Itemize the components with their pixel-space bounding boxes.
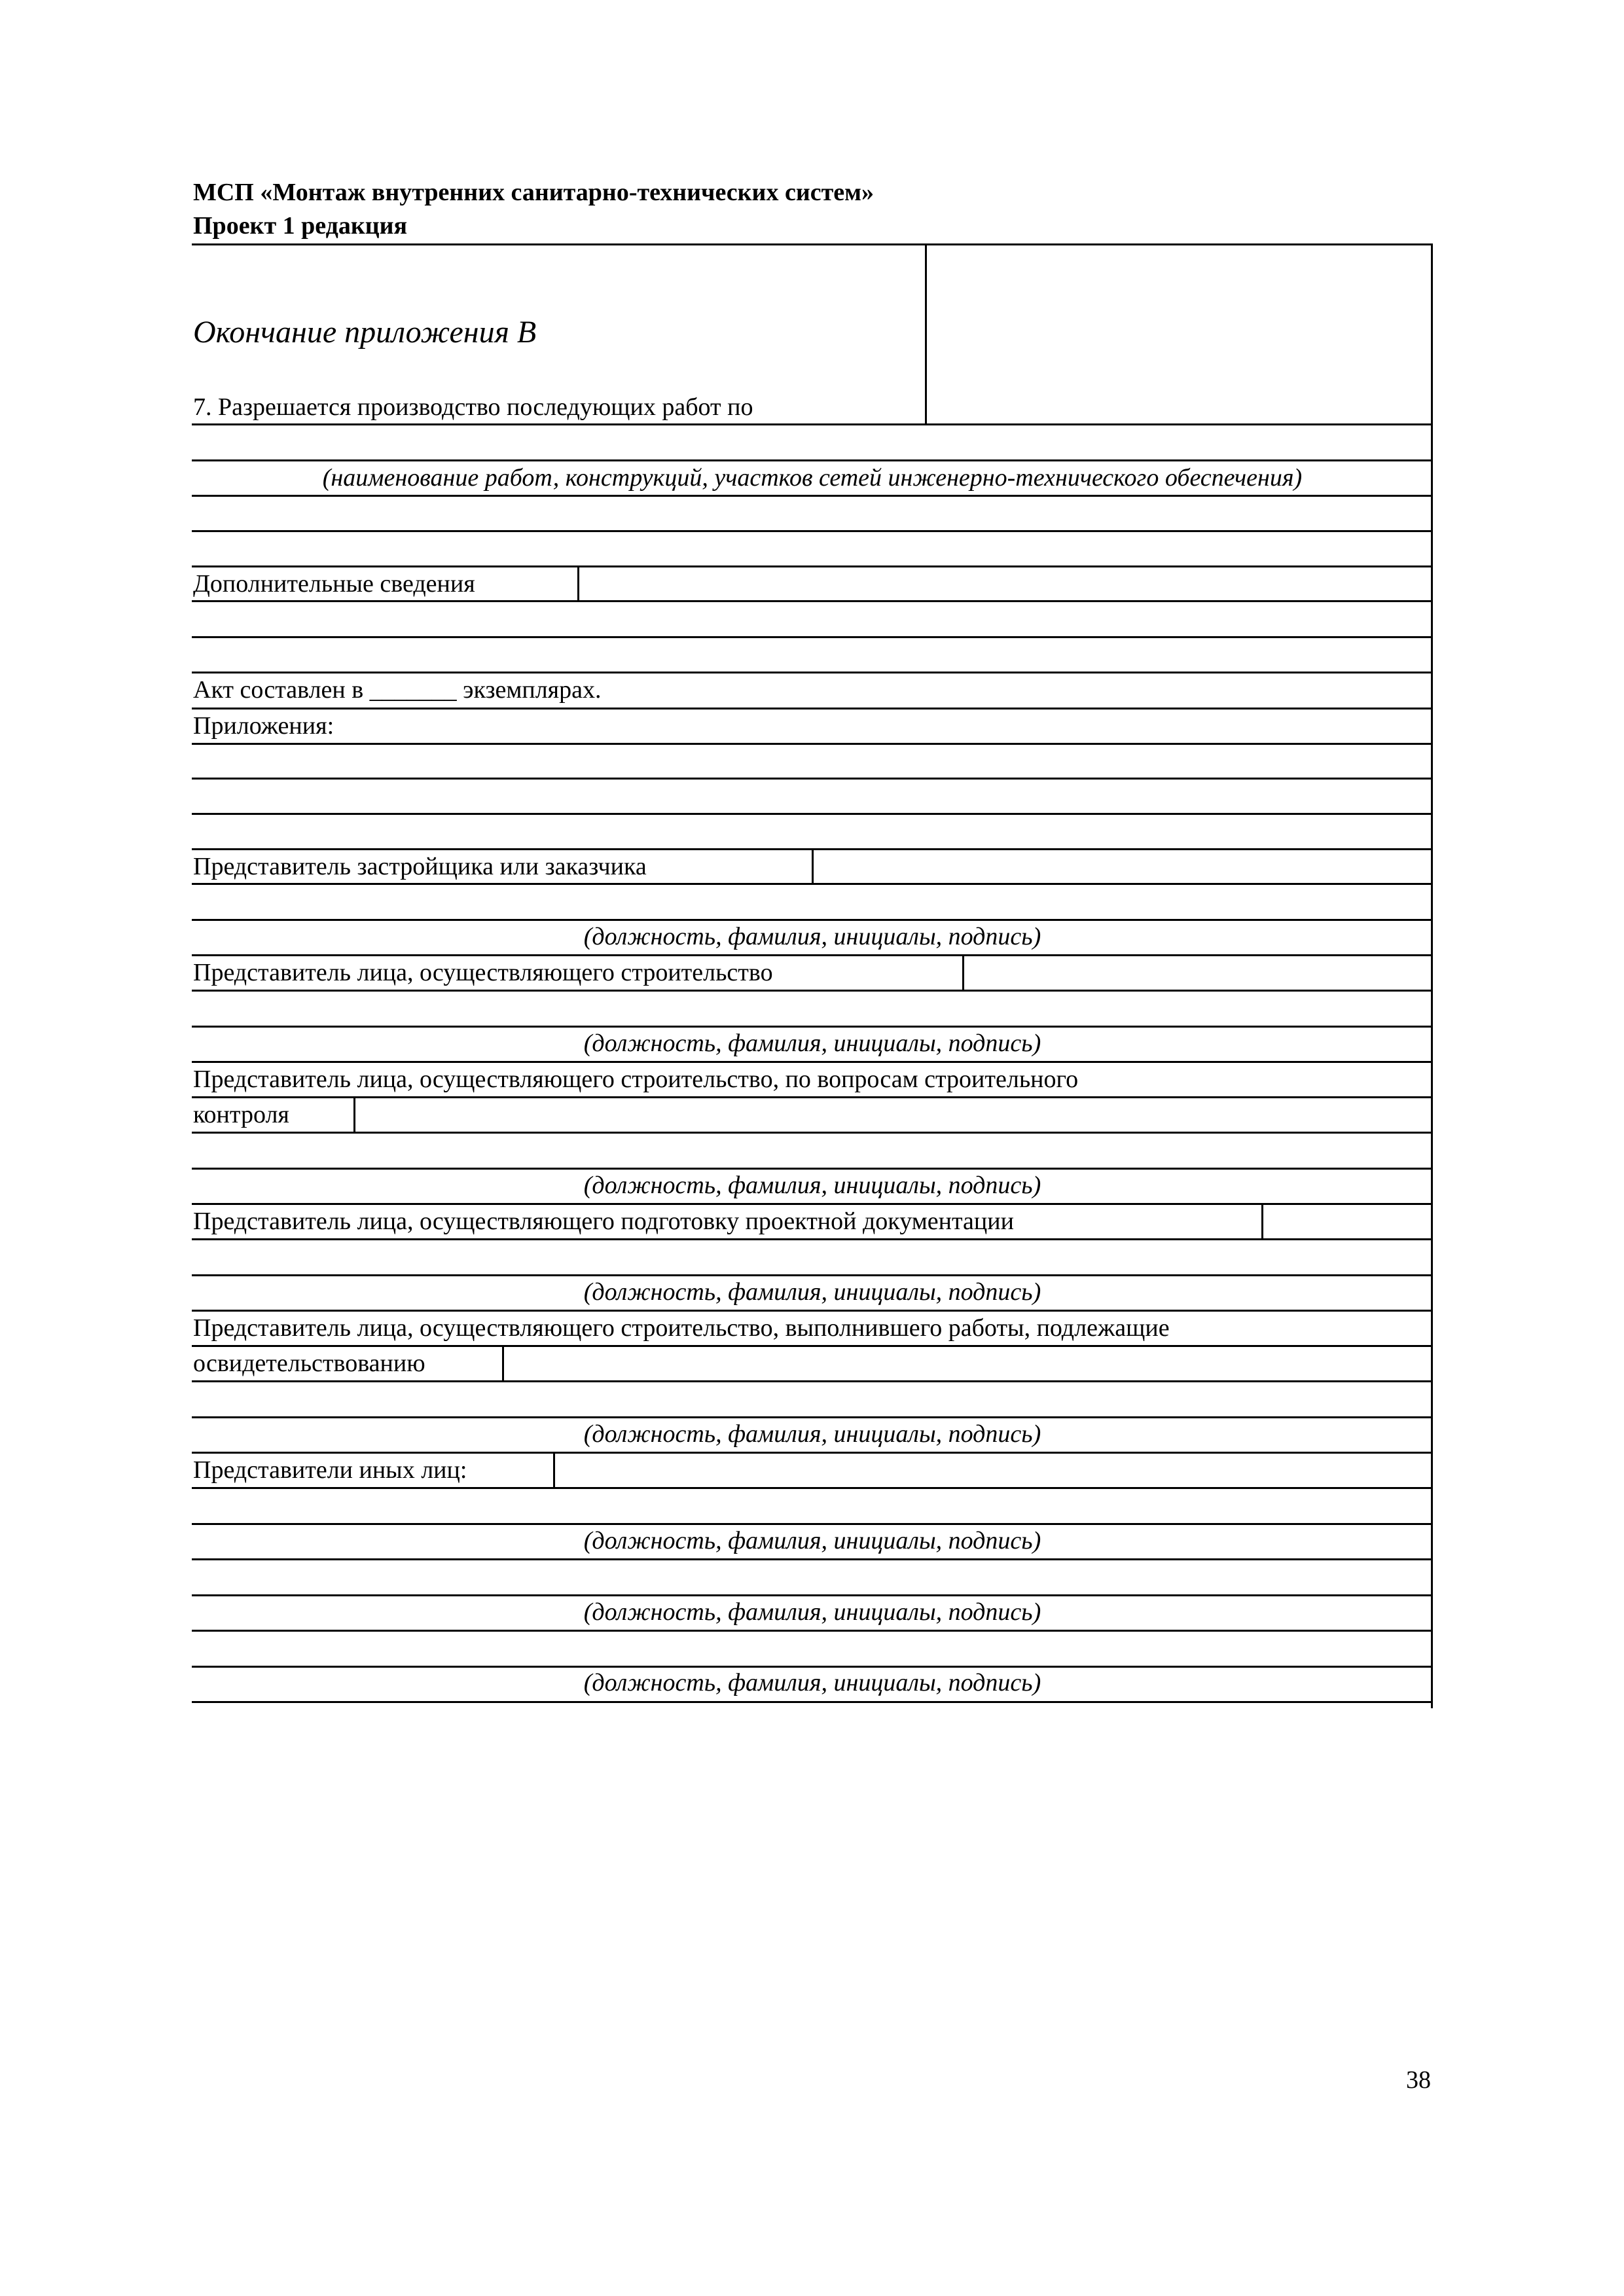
row-line (192, 778, 1433, 780)
works-caption: (наименование работ, конструкций, участков сетей инженерно-технического обеспечения) (322, 464, 1303, 492)
row-line (192, 743, 1433, 745)
signature-caption: (должность, фамилия, инициалы, подпись) (583, 1527, 1041, 1554)
field-divider (962, 954, 964, 990)
row-line (192, 1487, 1433, 1489)
row-line (192, 1168, 1433, 1170)
row-line (192, 459, 1433, 461)
row-line (192, 1630, 1433, 1632)
rep-builder-label: Представитель лица, осуществляющего строительство (193, 959, 773, 986)
row-line (192, 1452, 1433, 1454)
rep-performer-label: Представитель лица, осуществляющего строительство, выполнившего работы, подлежащие (193, 1314, 1170, 1342)
row-line (192, 530, 1433, 532)
rep-design-label: Представитель лица, осуществляющего подготовку проектной документации (193, 1208, 1014, 1235)
row-line (192, 813, 1433, 815)
field-divider (812, 848, 814, 883)
row-line (192, 1416, 1433, 1418)
row-line (192, 636, 1433, 638)
row-line (192, 990, 1433, 992)
field-divider (353, 1096, 355, 1132)
row-line (192, 1203, 1433, 1205)
row-line (192, 423, 1433, 425)
row-line (192, 1558, 1433, 1560)
row-line (192, 1594, 1433, 1596)
rep-control-label: Представитель лица, осуществляющего строительство, по вопросам строительного (193, 1066, 1079, 1093)
rep-performer-label-cont: освидетельствованию (193, 1350, 425, 1377)
additional-info-label: Дополнительные сведения (193, 570, 475, 598)
signature-caption: (должность, фамилия, инициалы, подпись) (583, 1420, 1041, 1448)
form-top-border (192, 243, 1433, 245)
row-line (192, 1310, 1433, 1312)
row-line (192, 1523, 1433, 1525)
signature-caption: (должность, фамилия, инициалы, подпись) (583, 1598, 1041, 1626)
signature-caption: (должность, фамилия, инициалы, подпись) (583, 1278, 1041, 1306)
row-line (192, 1666, 1433, 1668)
row-line (192, 1345, 1433, 1347)
rep-customer-label: Представитель застройщика или заказчика (193, 853, 647, 880)
row-line (192, 708, 1433, 709)
top-section-divider (925, 243, 927, 423)
item-7-label: 7. Разрешается производство последующих работ по (193, 393, 753, 421)
appendix-end-heading: Окончание приложения В (193, 315, 537, 350)
page-number: 38 (1406, 2066, 1431, 2094)
row-line (192, 1380, 1433, 1382)
row-line (192, 672, 1433, 673)
field-divider (1261, 1203, 1263, 1238)
attachments-label: Приложения: (193, 712, 334, 740)
signature-caption: (должность, фамилия, инициалы, подпись) (583, 1669, 1041, 1696)
rep-others-label: Представители иных лиц: (193, 1456, 467, 1484)
field-divider (502, 1345, 504, 1380)
field-divider (553, 1452, 555, 1487)
signature-caption: (должность, фамилия, инициалы, подпись) (583, 1030, 1041, 1057)
form-bottom-border (192, 1701, 1433, 1703)
row-line (192, 919, 1433, 921)
row-line (192, 1061, 1433, 1063)
row-line (192, 883, 1433, 885)
document-title: МСП «Монтаж внутренних санитарно-технических систем» (193, 179, 874, 206)
row-line (192, 1132, 1433, 1134)
document-edition: Проект 1 редакция (193, 212, 408, 240)
row-line (192, 1026, 1433, 1028)
row-line (192, 1274, 1433, 1276)
rep-control-label-cont: контроля (193, 1101, 289, 1128)
row-line (192, 1096, 1433, 1098)
row-line (192, 954, 1433, 956)
row-line (192, 495, 1433, 497)
signature-caption: (должность, фамилия, инициалы, подпись) (583, 1172, 1041, 1199)
signature-caption: (должность, фамилия, инициалы, подпись) (583, 923, 1041, 950)
field-divider (577, 565, 579, 600)
row-line (192, 1238, 1433, 1240)
copies-label: Акт составлен в _______ экземплярах. (193, 676, 602, 704)
row-line (192, 600, 1433, 602)
row-line (192, 565, 1433, 567)
